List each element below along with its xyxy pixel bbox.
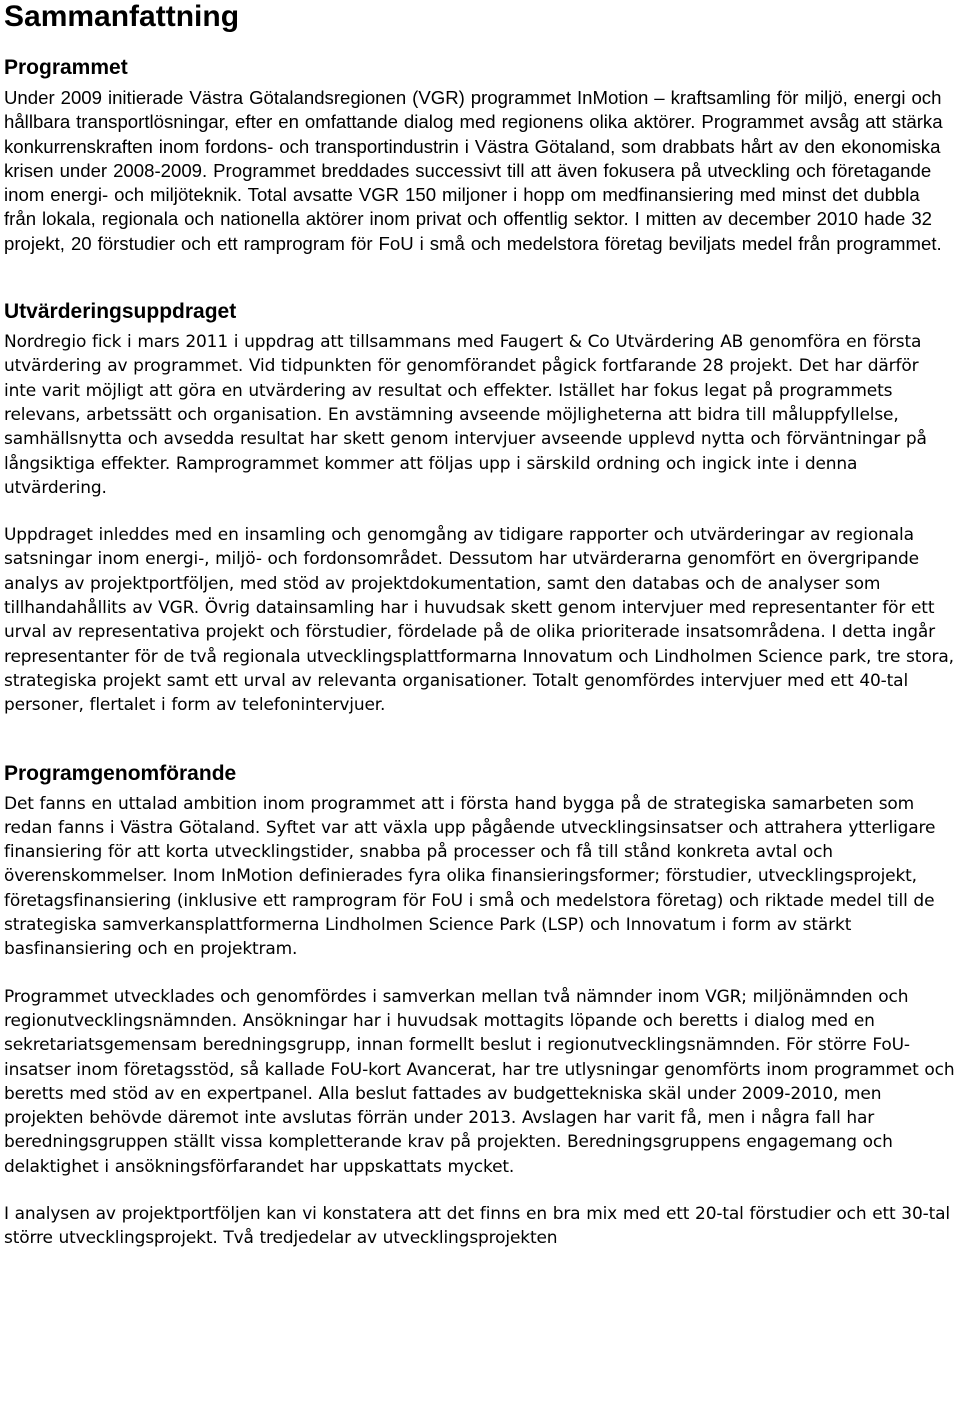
section-heading-programgenomforande: Programgenomförande — [4, 761, 237, 785]
section-heading-utvarderingsuppdraget: Utvärderingsuppdraget — [4, 300, 237, 324]
section-spacer — [4, 718, 956, 762]
paragraph-spacer — [4, 500, 956, 523]
paragraph-spacer — [4, 962, 956, 985]
paragraph-spacer — [4, 1179, 956, 1202]
paragraph-programmet-1: Under 2009 initierade Västra Götalandsregionen (VGR) programmet InMotion – kraftsamling för miljö, energi och hållbara transportlösningar, efter en omfattande dialog med regionens olika aktörer. Programmet avsåg att stärka konkurrenskraften inom fordons- och transportindustrin i Västra Götaland, som drabbats hårt av den ekonomiska krisen under 2008-2009. Programmet breddades successivt till att även fokusera på utveckling och företagande inom energi- och miljöteknik. Total avsatte VGR 150 miljoner i hopp om medfinansiering med minst det dubbla från lokala, regionala och nationella aktörer inom privat och offentlig sektor. I mitten av december 2010 hade 32 projekt, 20 förstudier och ett ramprogram för FoU i små och medelstora företag beviljats medel från programmet. — [4, 87, 943, 254]
paragraph-utvardering-2: Uppdraget inleddes med en insamling och genomgång av tidigare rapporter och utvärderingar av regionala satsningar inom energi-, miljö- och fordonsområdet. Dessutom har utvärderarna genomfört en övergripande analys av projektportföljen, med stöd av projektdokumentation, samt den databas och de analyser som tillhandahållits av VGR. Övrig datainsamling har i huvudsak skett genom intervjuer med representanter för ett urval av representativa projekt och förstudier, fördelade på de olika prioriterade insatsområdena. I detta ingår representanter för de två regionala utvecklingsplattformarna Innovatum och Lindholmen Science park, tre stora, strategiska projekt samt ett urval av relevanta organisationer. Totalt genomfördes intervjuer med ett 40-tal personer, flertalet i form av telefonintervjuer. — [4, 525, 954, 716]
section-programgenomforande — [4, 762, 956, 1251]
paragraph-genomforande-1: Det fanns en uttalad ambition inom programmet att i första hand bygga på de strategiska samarbeten som redan fanns i Västra Götaland. Syftet var att växla upp pågående utvecklingsinsatser och attrahera ytterligare finansiering för att korta utvecklingstider, snabba på processer och få till stånd konkreta avtal och överenskommelser. Inom InMotion definierades fyra olika finansieringsformer; förstudier, utvecklingsprojekt, företagsfinansiering (inklusive ett ramprogram för FoU i små och medelstora företag) och riktade medel till de strategiska samverkansplattformerna Lindholmen Science Park (LSP) och Innovatum i form av stärkt basfinansiering och en projektram. — [4, 793, 936, 960]
section-heading-programmet: Programmet — [4, 56, 128, 79]
paragraph-genomforande-2: Programmet utvecklades och genomfördes i samverkan mellan två nämnder inom VGR; miljönämnden och regionutvecklingsnämnden. Ansökningar har i huvudsak mottagits löpande och beretts i dialog med en sekretariatsgemensam beredningsgrupp, innan formellt beslut i regionutvecklingsnämnden. För större FoU-insatser inom företagsstöd, så kallade FoU-kort Avancerat, har tre utlysningar genomförts inom programmet och beretts med stöd av en expertpanel. Alla beslut fattades av budgettekniska skäl under 2009-2010, men projekten behövde däremot inte avslutas förrän under 2013. Avslagen har varit få, men i några fall har beredningsgruppen ställt vissa kompletterande krav på projekten. Beredningsgruppens engagemang och delaktighet i ansökningsförfarandet har uppskattats mycket. — [4, 986, 955, 1177]
document-page — [4, 0, 956, 1251]
document-title: Sammanfattning — [4, 0, 240, 33]
paragraph-utvardering-1: Nordregio fick i mars 2011 i uppdrag att tillsammans med Faugert & Co Utvärdering AB genomföra en första utvärdering av programmet. Vid tidpunkten för genomförandet pågick fortfarande 28 projekt. Det har därför inte varit möjligt att göra en utvärdering av resultat och effekter. Istället har fokus legat på programmets relevans, arbetssätt och organisation. En avstämning avseende möjligheterna att bidra till måluppfyllelse, samhällsnytta och avsedda resultat har skett genom intervjuer avseende upplevd nytta och förväntningar på långsiktiga effekter. Ramprogrammet kommer att följas upp i särskild ordning och ingick inte i denna utvärdering. — [4, 332, 927, 498]
section-spacer — [4, 256, 956, 300]
paragraph-genomforande-3: I analysen av projektportföljen kan vi konstatera att det finns en bra mix med ett 20-tal förstudier och ett 30-tal större utvecklingsprojekt. Två tredjedelar av utvecklingsprojekten — [4, 1203, 950, 1249]
section-programmet — [4, 56, 956, 256]
section-utvarderingsuppdraget — [4, 300, 956, 717]
